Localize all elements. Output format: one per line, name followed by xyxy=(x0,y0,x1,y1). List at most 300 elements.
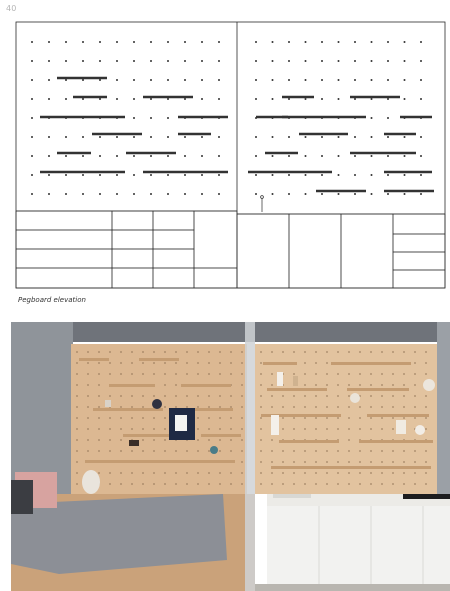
photo-peg-hole xyxy=(153,395,155,397)
photo-peg-hole xyxy=(260,351,262,353)
photo-peg-hole xyxy=(142,362,144,364)
peg-hole xyxy=(133,174,135,176)
peg-hole xyxy=(48,60,50,62)
photo-peg-hole xyxy=(326,450,328,452)
peg-hole xyxy=(321,174,323,176)
peg-hole xyxy=(288,79,290,81)
photo-peg-hole xyxy=(76,362,78,364)
peg-hole xyxy=(288,60,290,62)
peg-hole xyxy=(288,98,290,100)
photo-peg-hole xyxy=(175,362,177,364)
peg-hole xyxy=(184,60,186,62)
photo-peg-hole xyxy=(131,483,133,485)
peg-hole xyxy=(371,117,373,119)
peg-hole xyxy=(371,174,373,176)
photo-peg-hole xyxy=(260,461,262,463)
photo-peg-hole xyxy=(197,406,199,408)
photo-peg-hole xyxy=(164,450,166,452)
photo-peg-hole xyxy=(359,417,361,419)
photo-peg-hole xyxy=(403,351,405,353)
photo-peg-hole xyxy=(208,483,210,485)
photo-peg-hole xyxy=(109,373,111,375)
photo-peg-hole xyxy=(186,450,188,452)
peg-hole xyxy=(99,136,101,138)
photo-peg-hole xyxy=(164,384,166,386)
photo-peg-hole xyxy=(370,417,372,419)
photo-peg-hole xyxy=(425,373,427,375)
photo-peg-hole xyxy=(315,472,317,474)
peg-hole xyxy=(338,193,340,195)
photo-peg-hole xyxy=(230,439,232,441)
peg-hole xyxy=(305,60,307,62)
photo-peg-hole xyxy=(392,351,394,353)
photo-peg-hole xyxy=(425,395,427,397)
peg-hole xyxy=(338,155,340,157)
photo-peg-hole xyxy=(392,461,394,463)
photo-shelf xyxy=(123,434,171,437)
photo-peg-hole xyxy=(186,472,188,474)
photo-peg-hole xyxy=(98,450,100,452)
peg-hole xyxy=(184,136,186,138)
photo-peg-hole xyxy=(241,351,243,353)
photo-peg-hole xyxy=(414,472,416,474)
peg-hole xyxy=(321,98,323,100)
peg-hole xyxy=(48,98,50,100)
photo-peg-hole xyxy=(76,395,78,397)
photo-peg-hole xyxy=(153,472,155,474)
photo-peg-hole xyxy=(241,406,243,408)
photo-peg-hole xyxy=(241,417,243,419)
photo-peg-hole xyxy=(359,450,361,452)
photo-peg-hole xyxy=(197,428,199,430)
photo-peg-hole xyxy=(425,406,427,408)
peg-hole xyxy=(218,41,220,43)
photo-peg-hole xyxy=(120,428,122,430)
photo-peg-hole xyxy=(109,428,111,430)
photo-peg-hole xyxy=(370,472,372,474)
photo-peg-hole xyxy=(87,373,89,375)
peg-hole xyxy=(288,155,290,157)
peg-hole xyxy=(65,98,67,100)
photo-peg-hole xyxy=(326,351,328,353)
peg-hole xyxy=(354,98,356,100)
photo-peg-hole xyxy=(392,428,394,430)
peg-hole xyxy=(31,193,33,195)
photo-peg-hole xyxy=(98,362,100,364)
photo-peg-hole xyxy=(425,472,427,474)
peg-hole xyxy=(184,98,186,100)
photo-peg-hole xyxy=(359,461,361,463)
photo-peg-hole xyxy=(414,483,416,485)
peg-hole xyxy=(218,193,220,195)
photo-peg-hole xyxy=(230,472,232,474)
photo-peg-hole xyxy=(337,483,339,485)
photo-peg-hole xyxy=(348,439,350,441)
peg-hole xyxy=(48,136,50,138)
photo-peg-hole xyxy=(120,351,122,353)
cabinet-panel xyxy=(153,230,194,249)
photo-shelf xyxy=(267,388,327,391)
photo-peg-hole xyxy=(359,373,361,375)
photo-peg-hole xyxy=(164,373,166,375)
peg-hole xyxy=(371,136,373,138)
photo-peg-hole xyxy=(381,428,383,430)
photo-peg-hole xyxy=(208,428,210,430)
photo-peg-hole xyxy=(208,395,210,397)
photo-peg-hole xyxy=(414,351,416,353)
peg-hole xyxy=(354,136,356,138)
photo-peg-hole xyxy=(370,384,372,386)
photo-peg-hole xyxy=(120,362,122,364)
photo-peg-hole xyxy=(197,362,199,364)
photo-peg-hole xyxy=(326,428,328,430)
photo-peg-hole xyxy=(76,417,78,419)
photo-shelf xyxy=(331,362,411,365)
photo-peg-hole xyxy=(271,384,273,386)
photo-peg-hole xyxy=(87,450,89,452)
photo-peg-hole xyxy=(131,362,133,364)
photo-peg-hole xyxy=(315,384,317,386)
peg-hole xyxy=(321,79,323,81)
photo-peg-hole xyxy=(271,406,273,408)
peg-hole xyxy=(338,60,340,62)
photo-peg-hole xyxy=(164,439,166,441)
peg-hole xyxy=(354,193,356,195)
peg-hole xyxy=(65,174,67,176)
photo-peg-hole xyxy=(414,384,416,386)
photo-peg-hole xyxy=(315,483,317,485)
photo-shelf xyxy=(271,466,431,469)
photo-peg-hole xyxy=(326,384,328,386)
photo-peg-hole xyxy=(109,472,111,474)
photo-peg-hole xyxy=(142,483,144,485)
photo-peg-hole xyxy=(326,395,328,397)
peg-hole xyxy=(48,174,50,176)
photo-peg-hole xyxy=(164,362,166,364)
photo-peg-hole xyxy=(120,406,122,408)
photo-peg-hole xyxy=(392,472,394,474)
photo-peg-hole xyxy=(87,417,89,419)
photo-shelf xyxy=(181,384,231,387)
peg-hole xyxy=(82,174,84,176)
photo-peg-hole xyxy=(359,483,361,485)
photo-peg-hole xyxy=(142,351,144,353)
photo-peg-hole xyxy=(425,351,427,353)
photo-peg-hole xyxy=(337,406,339,408)
photo-peg-hole xyxy=(76,428,78,430)
photo-peg-hole xyxy=(403,384,405,386)
photo-peg-hole xyxy=(219,406,221,408)
photo-peg-hole xyxy=(293,395,295,397)
photo-peg-hole xyxy=(293,461,295,463)
pegboard-wall-left xyxy=(71,344,247,494)
photo-peg-hole xyxy=(208,439,210,441)
photo-peg-hole xyxy=(260,406,262,408)
photo-peg-hole xyxy=(392,395,394,397)
photo-peg-hole xyxy=(153,417,155,419)
peg-hole xyxy=(272,79,274,81)
peg-hole xyxy=(218,60,220,62)
peg-hole xyxy=(255,60,257,62)
photo-peg-hole xyxy=(109,395,111,397)
photo-peg-hole xyxy=(403,461,405,463)
photo-peg-hole xyxy=(326,362,328,364)
peg-hole xyxy=(167,79,169,81)
peg-hole xyxy=(371,41,373,43)
photo-peg-hole xyxy=(381,351,383,353)
peg-hole xyxy=(305,136,307,138)
glass-divider xyxy=(245,322,255,591)
cabinet-panel xyxy=(194,268,237,288)
peg-hole xyxy=(116,79,118,81)
peg-hole xyxy=(218,155,220,157)
peg-hole xyxy=(167,98,169,100)
photo-peg-hole xyxy=(392,406,394,408)
photo-peg-hole xyxy=(414,373,416,375)
photo-peg-hole xyxy=(186,406,188,408)
peg-hole xyxy=(338,174,340,176)
photo-peg-hole xyxy=(337,384,339,386)
photo-peg-hole xyxy=(175,395,177,397)
photo-shelf xyxy=(93,408,163,411)
peg-hole xyxy=(387,60,389,62)
photo-peg-hole xyxy=(186,362,188,364)
peg-hole xyxy=(82,60,84,62)
peg-hole xyxy=(387,174,389,176)
peg-hole xyxy=(420,174,422,176)
peg-hole xyxy=(387,79,389,81)
photo-peg-hole xyxy=(197,417,199,419)
photo-peg-hole xyxy=(98,417,100,419)
photo-peg-hole xyxy=(293,483,295,485)
peg-hole xyxy=(404,98,406,100)
peg-hole xyxy=(218,136,220,138)
photo-peg-hole xyxy=(392,450,394,452)
photo-peg-hole xyxy=(241,395,243,397)
photo-peg-hole xyxy=(370,450,372,452)
cabinet-panel xyxy=(112,249,153,268)
peg-hole xyxy=(65,155,67,157)
peg-hole xyxy=(218,174,220,176)
photo-peg-hole xyxy=(381,395,383,397)
photo-shelf xyxy=(347,388,409,391)
peg-hole xyxy=(218,79,220,81)
peg-hole xyxy=(338,79,340,81)
peg-hole xyxy=(420,41,422,43)
photo-peg-hole xyxy=(315,428,317,430)
photo-peg-hole xyxy=(370,406,372,408)
peg-hole xyxy=(133,79,135,81)
photo-peg-hole xyxy=(219,450,221,452)
photo-peg-hole xyxy=(87,406,89,408)
peg-hole xyxy=(167,174,169,176)
peg-hole xyxy=(116,174,118,176)
peg-hole xyxy=(31,117,33,119)
photo-peg-hole xyxy=(142,406,144,408)
photo-peg-hole xyxy=(109,351,111,353)
photo-peg-hole xyxy=(76,483,78,485)
peg-hole xyxy=(99,60,101,62)
peg-hole xyxy=(420,155,422,157)
photo-peg-hole xyxy=(197,395,199,397)
photo-peg-hole xyxy=(370,483,372,485)
peg-hole xyxy=(420,60,422,62)
photo-peg-hole xyxy=(131,428,133,430)
photo-peg-hole xyxy=(186,373,188,375)
peg-hole xyxy=(133,193,135,195)
photo-peg-hole xyxy=(109,450,111,452)
photo-peg-hole xyxy=(98,439,100,441)
photo-peg-hole xyxy=(282,461,284,463)
photo-peg-hole xyxy=(260,472,262,474)
photo-peg-hole xyxy=(131,472,133,474)
photo-peg-hole xyxy=(381,450,383,452)
cabinet-panel xyxy=(393,234,445,252)
photo-peg-hole xyxy=(186,395,188,397)
photo-peg-hole xyxy=(326,417,328,419)
peg-hole xyxy=(150,98,152,100)
photo-peg-hole xyxy=(76,351,78,353)
photo-peg-hole xyxy=(142,472,144,474)
peg-hole xyxy=(82,136,84,138)
peg-hole xyxy=(201,174,203,176)
photo-peg-hole xyxy=(131,417,133,419)
peg-hole xyxy=(116,60,118,62)
peg-hole xyxy=(82,155,84,157)
photo-peg-hole xyxy=(348,395,350,397)
peg-hole xyxy=(31,98,33,100)
photo-peg-hole xyxy=(87,439,89,441)
photo-shelf xyxy=(191,408,233,411)
peg-hole xyxy=(371,155,373,157)
peg-hole xyxy=(184,193,186,195)
peg-hole xyxy=(167,193,169,195)
photo-peg-hole xyxy=(230,373,232,375)
peg-hole xyxy=(371,79,373,81)
cooktop xyxy=(403,494,450,499)
peg-hole xyxy=(387,136,389,138)
photo-peg-hole xyxy=(425,483,427,485)
photo-peg-hole xyxy=(381,384,383,386)
photo-shelf xyxy=(109,384,155,387)
peg-hole xyxy=(65,193,67,195)
photo-peg-hole xyxy=(241,428,243,430)
peg-hole xyxy=(255,193,257,195)
photo-peg-hole xyxy=(153,373,155,375)
photo-peg-hole xyxy=(282,395,284,397)
drawing-frame xyxy=(16,22,445,288)
photo-peg-hole xyxy=(164,395,166,397)
photo-peg-hole xyxy=(271,450,273,452)
photo-peg-hole xyxy=(293,450,295,452)
photo-peg-hole xyxy=(403,373,405,375)
cabinet-panel xyxy=(393,214,445,234)
photo-peg-hole xyxy=(131,395,133,397)
peg-hole xyxy=(184,155,186,157)
right-cabinets xyxy=(237,214,445,288)
left-cabinets xyxy=(16,211,237,288)
peg-hole xyxy=(272,193,274,195)
cabinet-panel xyxy=(289,214,341,288)
photo-shelf xyxy=(263,362,297,365)
photo-peg-hole xyxy=(131,373,133,375)
photo-peg-hole xyxy=(230,351,232,353)
peg-hole xyxy=(272,174,274,176)
photo-peg-hole xyxy=(315,373,317,375)
peg-hole xyxy=(31,79,33,81)
peg-hole xyxy=(150,193,152,195)
peg-hole xyxy=(150,41,152,43)
photo-peg-hole xyxy=(230,417,232,419)
photo-peg-hole xyxy=(315,450,317,452)
peg-hole xyxy=(387,155,389,157)
photo-peg-hole xyxy=(230,406,232,408)
peg-hole xyxy=(167,117,169,119)
peg-hole xyxy=(133,60,135,62)
peg-hole xyxy=(133,41,135,43)
peg-hole xyxy=(218,98,220,100)
photo-peg-hole xyxy=(392,483,394,485)
peg-hole xyxy=(288,193,290,195)
cabinet-panel xyxy=(153,268,194,288)
photo-peg-hole xyxy=(109,417,111,419)
photo-peg-hole xyxy=(414,461,416,463)
photo-peg-hole xyxy=(76,384,78,386)
photo-peg-hole xyxy=(120,483,122,485)
photo-peg-hole xyxy=(87,428,89,430)
photo-peg-hole xyxy=(304,406,306,408)
photo-shelf xyxy=(201,434,241,437)
peg-hole xyxy=(338,136,340,138)
peg-hole xyxy=(150,155,152,157)
photo-peg-hole xyxy=(425,417,427,419)
peg-hole xyxy=(116,155,118,157)
photo-peg-hole xyxy=(230,395,232,397)
photo-peg-hole xyxy=(98,384,100,386)
photo-peg-hole xyxy=(337,395,339,397)
photo-peg-hole xyxy=(337,472,339,474)
photo-peg-hole xyxy=(381,417,383,419)
peg-hole xyxy=(305,193,307,195)
photo-peg-hole xyxy=(219,417,221,419)
peg-hole xyxy=(99,193,101,195)
peg-hole xyxy=(255,79,257,81)
peg-hole xyxy=(48,155,50,157)
peg-hole xyxy=(201,41,203,43)
photo-peg-hole xyxy=(109,362,111,364)
photo-peg-hole xyxy=(403,472,405,474)
peg-hole xyxy=(321,193,323,195)
photo-peg-hole xyxy=(98,351,100,353)
peg-hole xyxy=(150,174,152,176)
wrench-icon xyxy=(261,196,264,212)
photo-peg-hole xyxy=(109,439,111,441)
peg-hole xyxy=(201,60,203,62)
photo-peg-hole xyxy=(197,439,199,441)
photo-peg-hole xyxy=(425,362,427,364)
photo-peg-hole xyxy=(337,351,339,353)
photo-peg-hole xyxy=(403,483,405,485)
photo-peg-hole xyxy=(230,483,232,485)
peg-hole xyxy=(272,98,274,100)
cabinet-panel xyxy=(153,249,194,268)
peg-hole xyxy=(31,60,33,62)
photo-peg-hole xyxy=(219,472,221,474)
photo-peg-hole xyxy=(120,395,122,397)
photo-peg-hole xyxy=(425,461,427,463)
peg-hole xyxy=(404,60,406,62)
photo-peg-hole xyxy=(359,384,361,386)
